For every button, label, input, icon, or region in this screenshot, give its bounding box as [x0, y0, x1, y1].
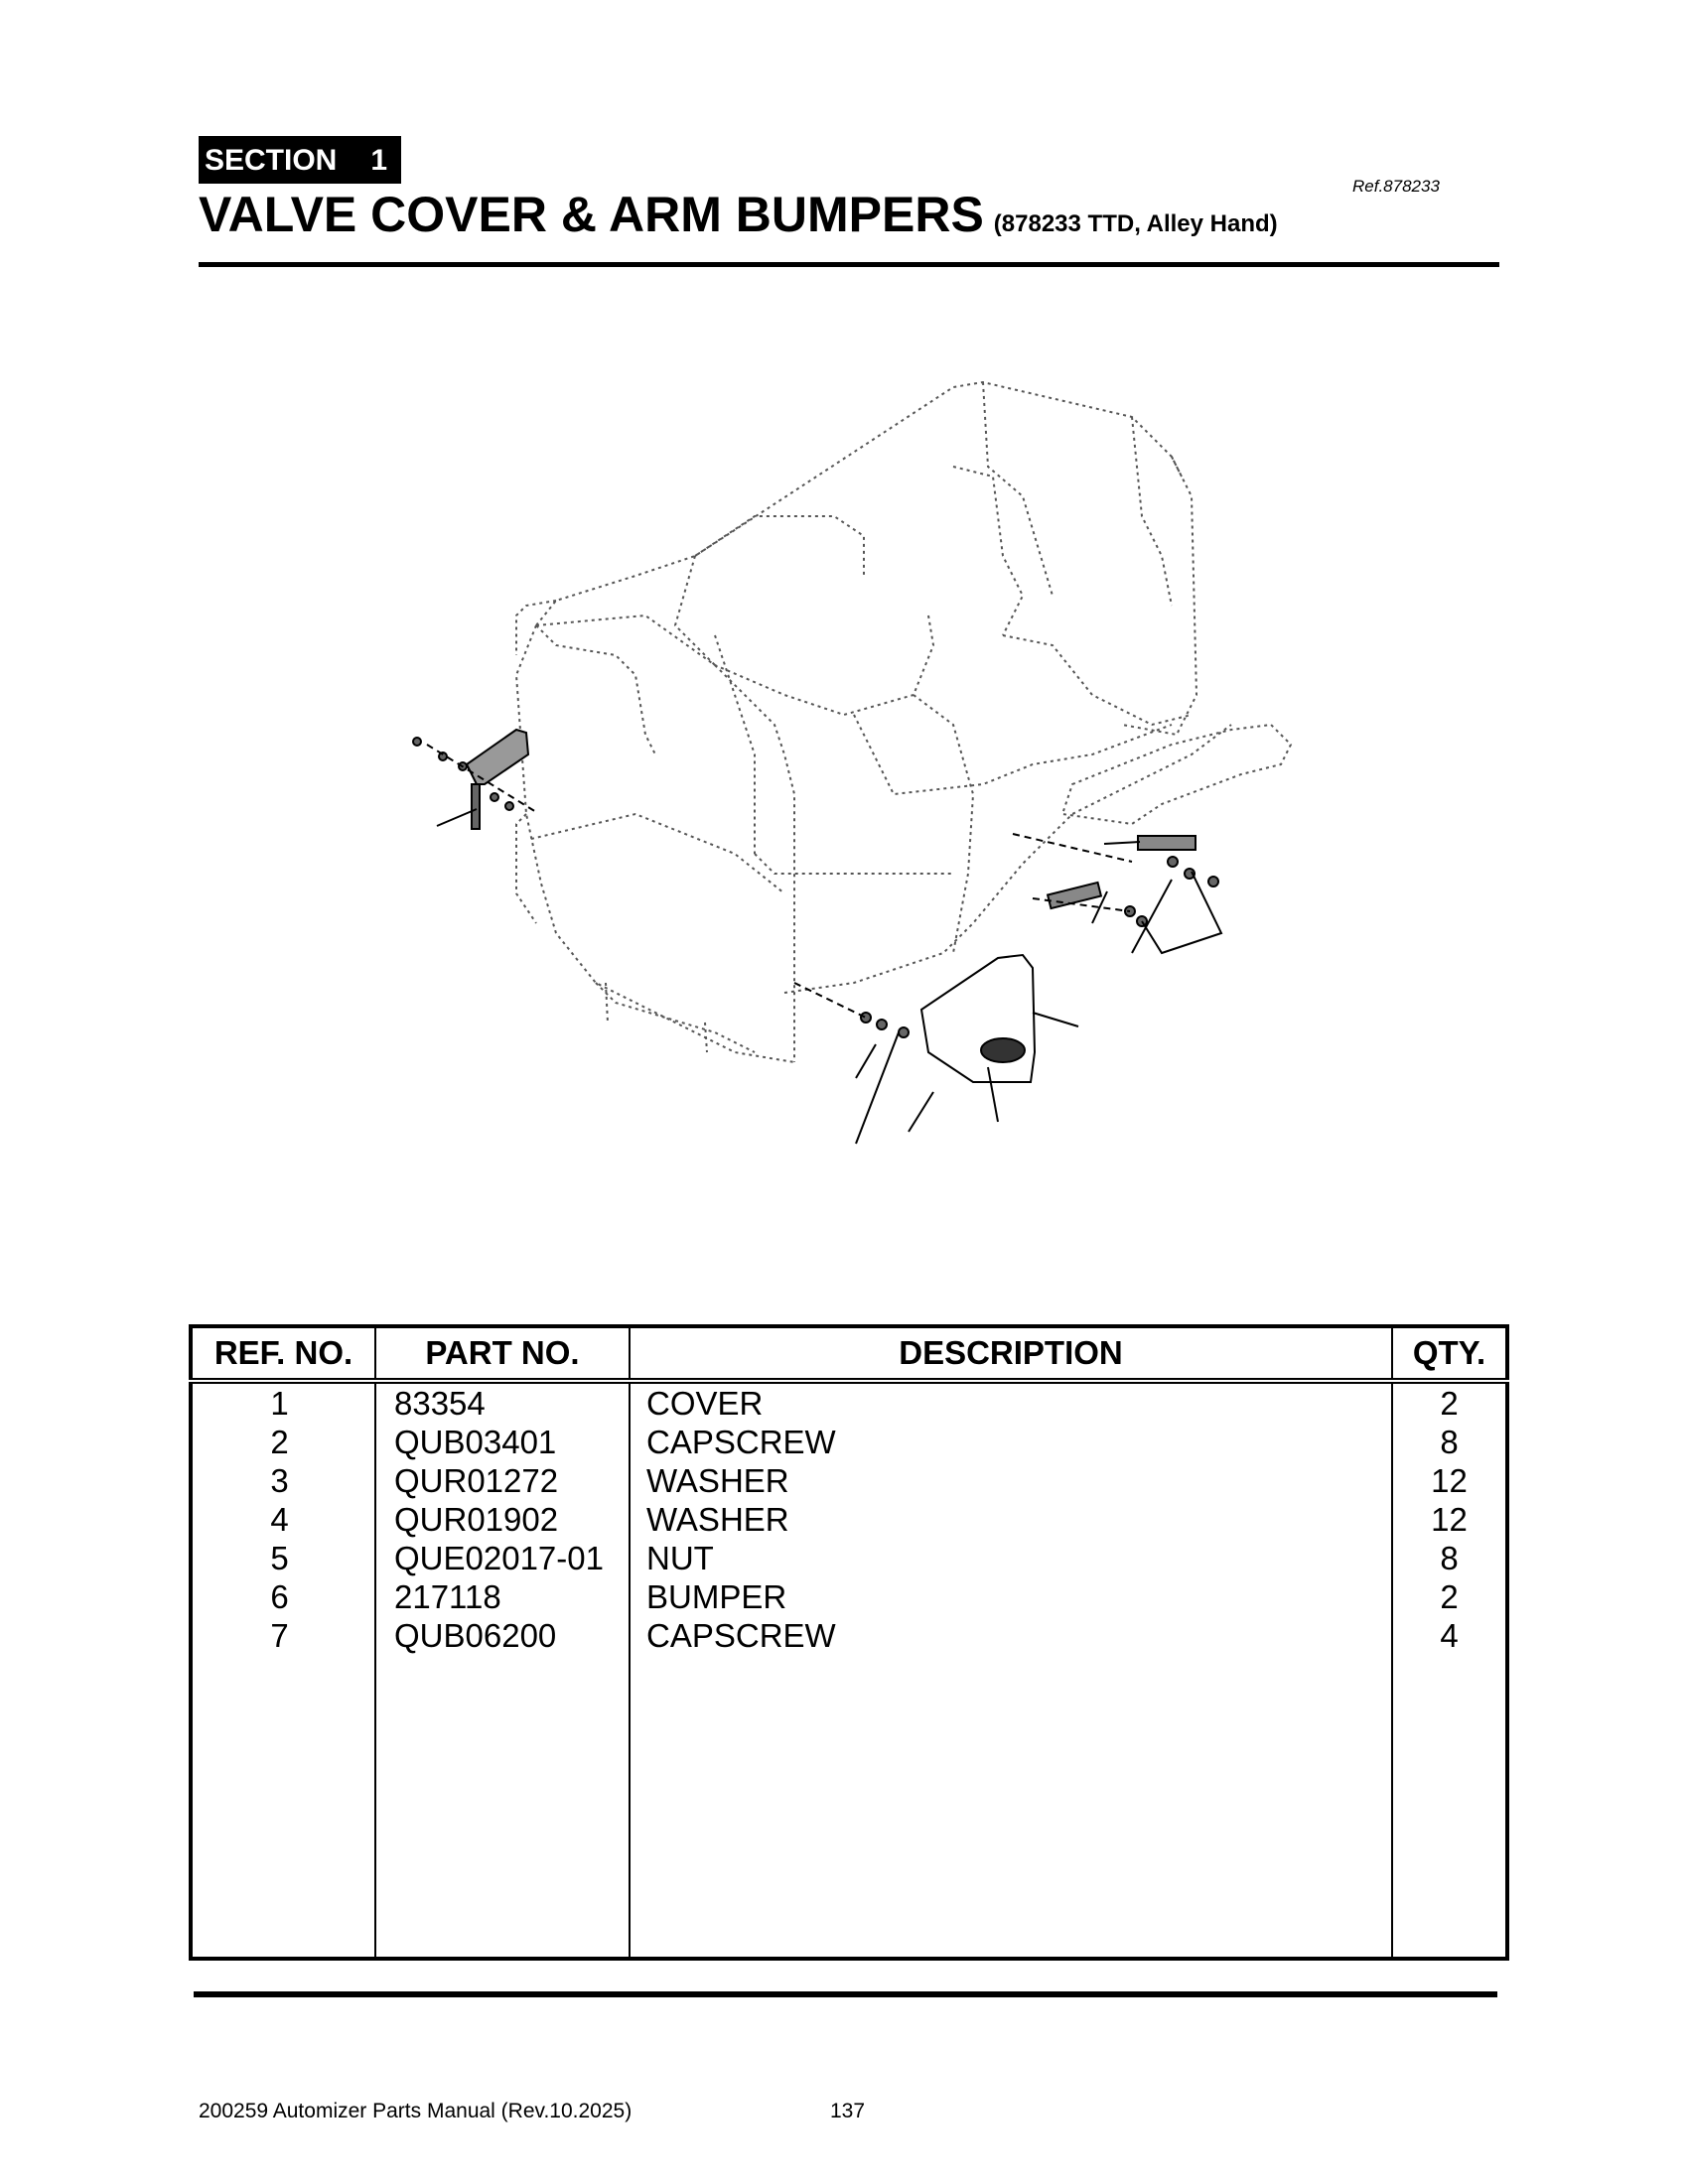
title-text: VALVE COVER & ARM BUMPERS — [199, 187, 984, 242]
section-tag — [199, 136, 401, 184]
qty-cell: 8 — [1440, 1540, 1459, 1576]
part-cell: 83354 — [394, 1385, 486, 1422]
description-cell: NUT — [646, 1540, 714, 1576]
part-cell: QUB03401 — [394, 1424, 557, 1460]
ref-cell: 3 — [270, 1462, 289, 1499]
header-ref-no: REF. NO. — [191, 1326, 375, 1381]
description-column — [630, 1381, 1392, 1959]
ref-cell: 7 — [270, 1617, 289, 1654]
parts-table — [189, 1324, 1509, 1961]
qty-cell: 12 — [1431, 1462, 1468, 1499]
table-body-row — [191, 1381, 1507, 1959]
part-cell: QUE02017-01 — [394, 1540, 604, 1576]
ref-cell: 5 — [270, 1540, 289, 1576]
header-part-no: PART NO. — [375, 1326, 630, 1381]
title-subtitle: (878233 TTD, Alley Hand) — [993, 210, 1278, 237]
ref-cell: 1 — [270, 1385, 289, 1422]
description-cell: COVER — [646, 1385, 764, 1422]
reference-number: Ref.878233 — [1352, 177, 1440, 196]
description-cell: CAPSCREW — [646, 1617, 836, 1654]
qty-cell: 2 — [1440, 1385, 1459, 1422]
part-cell: QUR01272 — [394, 1462, 559, 1499]
qty-column — [1392, 1381, 1507, 1959]
description-cell: BUMPER — [646, 1578, 787, 1615]
table-header-row — [191, 1326, 1507, 1381]
part-cell: QUR01902 — [394, 1501, 559, 1538]
page-number: 137 — [830, 2100, 866, 2122]
qty-cell: 12 — [1431, 1501, 1468, 1538]
description-cell: CAPSCREW — [646, 1424, 836, 1460]
qty-cell: 8 — [1440, 1424, 1459, 1460]
section-label: SECTION — [205, 144, 338, 177]
ref-cell: 4 — [270, 1501, 289, 1538]
part-cell: 217118 — [394, 1578, 501, 1615]
qty-cell: 2 — [1440, 1578, 1459, 1615]
part-column — [375, 1381, 630, 1959]
header-qty: QTY. — [1392, 1326, 1507, 1381]
header-rule — [199, 262, 1499, 267]
page-title — [199, 185, 1278, 254]
description-cell: WASHER — [646, 1462, 789, 1499]
header-description: DESCRIPTION — [630, 1326, 1392, 1381]
ref-cell: 2 — [270, 1424, 289, 1460]
exploded-parts-diagram — [377, 367, 1331, 1161]
footer-rule — [194, 1991, 1497, 1997]
ref-cell: 6 — [270, 1578, 289, 1615]
part-cell: QUB06200 — [394, 1617, 557, 1654]
ref-column — [191, 1381, 375, 1959]
qty-cell: 4 — [1440, 1617, 1459, 1654]
section-number: 1 — [370, 144, 388, 177]
description-cell: WASHER — [646, 1501, 789, 1538]
manual-title: 200259 Automizer Parts Manual (Rev.10.2025) — [199, 2100, 633, 2122]
